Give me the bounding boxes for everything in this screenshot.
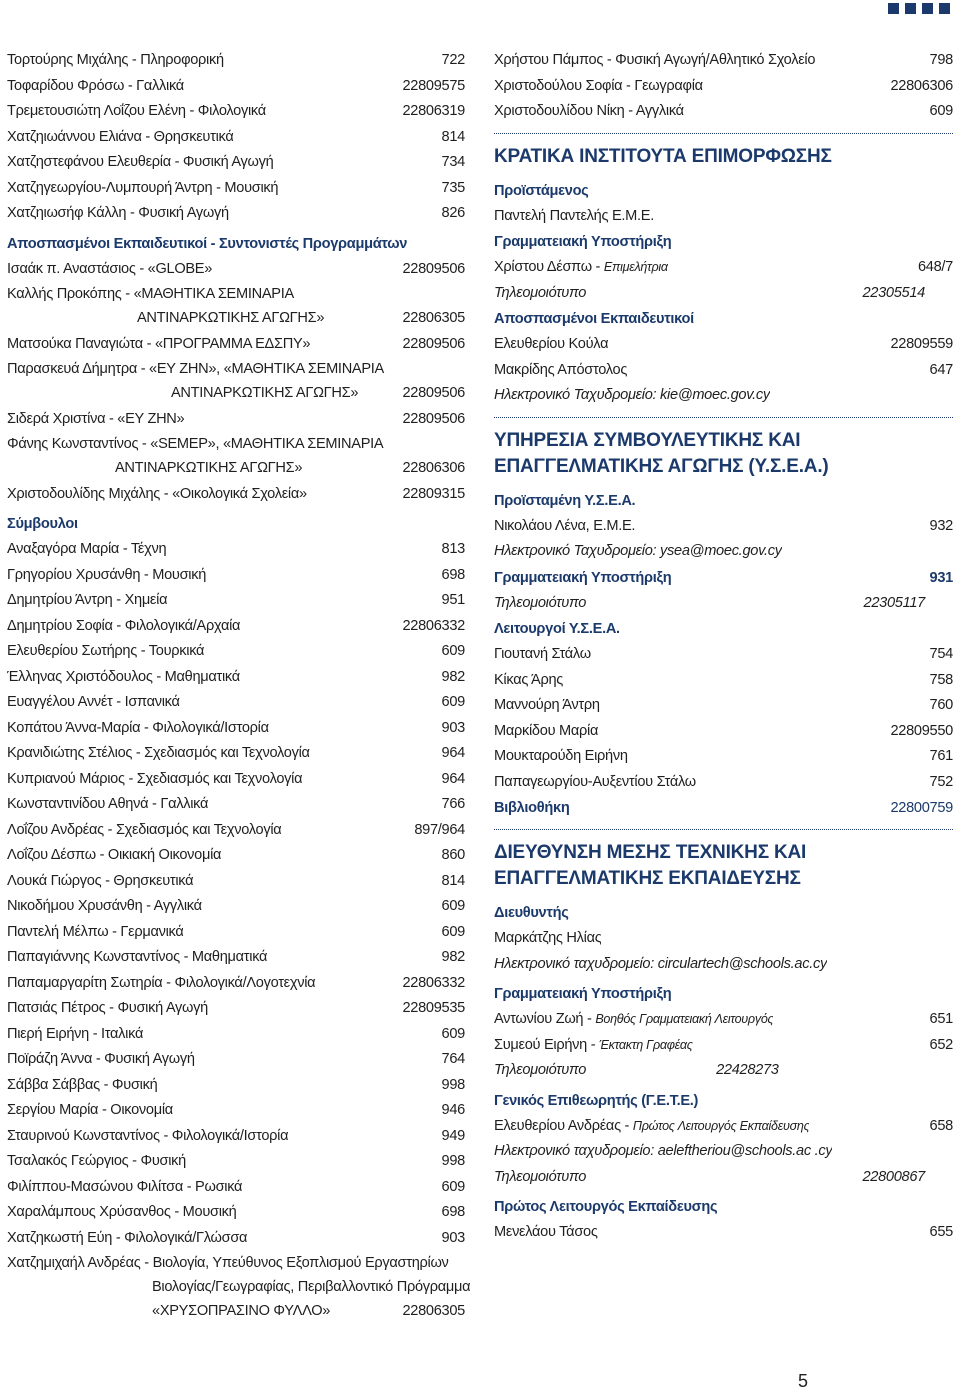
list-item: Μακρίδης Απόστολος 647 — [494, 361, 953, 378]
list-item: Χρίστου Δέσπω - Επιμελήτρια 648/7 — [494, 259, 953, 275]
list-item: Αντωνίου Ζωή - Βοηθός Γραμματειακή Λειτουργός 651 — [494, 1011, 953, 1027]
heading: Γενικός Επιθεωρητής (Γ.Ε.Τ.Ε.) — [494, 1092, 699, 1109]
list-item: Χριστοδουλίδου Νίκη - Αγγλικά 609 — [494, 103, 953, 119]
email-row: Ηλεκτρονικό ταχυδρομείο: circulartech@schools.ac.cy — [494, 955, 827, 972]
heading: Πρώτος Λειτουργός Εκπαίδευσης — [494, 1199, 718, 1215]
list-item: Χριστοδούλου Σοφία - Γεωγραφία 22806306 — [494, 77, 953, 94]
list-item: Τρεμετουσιώτη Λοΐζου Ελένη - Φιλολογικά 22806319 — [7, 103, 465, 119]
list-item: Κίκας Άρης 758 — [494, 671, 953, 688]
list-item: Ευαγγέλου Αννέτ - Ισπανικά 609 — [7, 694, 465, 710]
list-item: Κοπάτου Άννα-Μαρία - Φιλολογικά/Ιστορία 903 — [7, 719, 465, 736]
list-item: Χριστοδουλίδης Μιχάλης - «Οικολογικά Σχολεία» 22809315 — [7, 485, 465, 502]
email-row: Ηλεκτρονικό ταχυδρομείο: aeleftheriou@schools.ac .cy — [494, 1143, 833, 1159]
list-item: Χατζηιωάννου Ελιάνα - Θρησκευτικά 814 — [7, 128, 465, 145]
list-item: Έλληνας Χριστόδουλος - Μαθηματικά 982 — [7, 668, 465, 685]
list-item: Χατζηστεφάνου Ελευθερία - Φυσική Αγωγή 734 — [7, 154, 465, 170]
section-title-dmte: ΔΙΕΥΘΥΝΣΗ ΜΕΣΗΣ ΤΕΧΝΙΚΗΣ ΚΑΙ ΕΠΑΓΓΕΛΜΑΤΙΚΗΣ ΕΚΠΑΙΔΕΥΣΗΣ — [494, 842, 807, 889]
list-item: Παντελή Παντελής Ε.Μ.Ε. — [494, 207, 654, 224]
list-item: Γιουτανή Στάλω 754 — [494, 646, 953, 662]
list-item: Χατζηκωστή Εύη - Φιλολογικά/Γλώσσα 903 — [7, 1229, 465, 1246]
list-item: Δημητρίου Σοφία - Φιλολογικά/Αρχαία 22806332 — [7, 617, 465, 634]
list-item: Κυπριανού Μάριος - Σχεδιασμός και Τεχνολογία 964 — [7, 770, 465, 787]
list-item: Παπαγεωργίου-Αυξεντίου Στάλω 752 — [494, 773, 953, 790]
list-item: Σάββα Σάββας - Φυσική 998 — [7, 1076, 465, 1093]
list-item-line: Βιολογίας/Γεωγραφίας, Περιβαλλοντικό Πρόγραμμα — [152, 1279, 471, 1295]
list-item: Νικοδήμου Χρυσάνθη - Αγγλικά 609 — [7, 898, 465, 914]
list-item: Παντελή Μέλπω - Γερμανικά 609 — [7, 923, 465, 940]
list-item: Ελευθερίου Κούλα 22809559 — [494, 336, 953, 352]
list-item: Παπαμαργαρίτη Σωτηρία - Φιλολογικά/Λογοτεχνία 22806332 — [7, 974, 465, 991]
list-item: Μουκταρούδη Ειρήνη 761 — [494, 748, 953, 764]
square-decoration — [888, 3, 899, 14]
list-item: Νικολάου Λένα, Ε.Μ.Ε. 932 — [494, 517, 953, 534]
heading: Αποσπασμένοι Εκπαιδευτικοί — [494, 311, 694, 327]
list-item: Τορτούρης Μιχάλης - Πληροφορική 722 — [7, 52, 465, 68]
section-title-ysea: ΥΠΗΡΕΣΙΑ ΣΥΜΒΟΥΛΕΥΤΙΚΗΣ ΚΑΙ ΕΠΑΓΓΕΛΜΑΤΙΚΗΣ ΑΓΩΓΗΣ (Υ.Σ.Ε.Α.) — [494, 429, 829, 477]
section-divider — [494, 829, 953, 830]
section-title-kie: ΚΡΑΤΙΚΑ ΙΝΣΤΙΤΟΥΤΑ ΕΠΙΜΟΡΦΩΣΗΣ — [494, 145, 832, 167]
library-row: Βιβλιοθήκη 22800759 — [494, 800, 953, 816]
fax-row: Τηλεομοιότυπο 22800867 — [494, 1168, 925, 1185]
list-item: Λοΐζου Δέσπω - Οικιακή Οικονομία 860 — [7, 847, 465, 863]
list-item: Μαρκίδου Μαρία 22809550 — [494, 722, 953, 739]
list-item: ΑΝΤΙΝΑΡΚΩΤΙΚΗΣ ΑΓΩΓΗΣ» 22806305 — [137, 310, 465, 326]
list-item: Χατζηιωσήφ Κάλλη - Φυσική Αγωγή 826 — [7, 205, 465, 221]
list-item: Μαννούρη Άντρη 760 — [494, 697, 953, 713]
list-item: «ΧΡΥΣΟΠΡΑΣΙΝΟ ΦΥΛΛΟ» 22806305 — [152, 1303, 465, 1319]
heading: Γραμματειακή Υποστήριξη 931 — [494, 569, 953, 586]
list-item: Αναξαγόρα Μαρία - Τέχνη 813 — [7, 541, 465, 557]
email-row: Ηλεκτρονικό Ταχυδρομείο: kie@moec.gov.cy — [494, 387, 770, 403]
list-item: Πιερή Ειρήνη - Ιταλικά 609 — [7, 1025, 465, 1042]
list-item: Ελευθερίου Σωτήρης - Τουρκικά 609 — [7, 643, 465, 659]
list-item: Δημητρίου Άντρη - Χημεία 951 — [7, 592, 465, 608]
left-column — [7, 48, 471, 1325]
list-item: Λοΐζου Ανδρέας - Σχεδιασμός και Τεχνολογία 897/964 — [7, 821, 465, 838]
list-item: Χρήστου Πάμπος - Φυσική Αγωγή/Αθλητικό Σχολείο 798 — [494, 52, 953, 68]
list-item: Κρανιδιώτης Στέλιος - Σχεδιασμός και Τεχνολογία 964 — [7, 745, 465, 761]
email-row: Ηλεκτρονικό Ταχυδρομείο: ysea@moec.gov.cy — [494, 543, 782, 559]
square-decoration — [922, 3, 933, 14]
list-item: Ισαάκ π. Αναστάσιος - «GLOBE» 22809506 — [7, 260, 465, 277]
list-item: Ποϊράζη Άννα - Φυσική Αγωγή 764 — [7, 1051, 465, 1067]
list-item-line: Φάνης Κωνσταντίνος - «SEMEP», «ΜΑΘΗΤΙΚΑ ΣΕΜΙΝΑΡΙΑ — [7, 436, 384, 452]
list-item: Μενελάου Τάσος 655 — [494, 1224, 953, 1240]
header-squares — [888, 3, 950, 14]
list-item: Χαραλάμπους Χρύσανθος - Μουσική 698 — [7, 1204, 465, 1220]
section-divider — [494, 133, 953, 134]
fax-row: Τηλεομοιότυπο 22305514 — [494, 284, 925, 301]
heading: Γραμματειακή Υποστήριξη — [494, 986, 672, 1002]
heading: Διευθυντής — [494, 905, 569, 921]
heading-advisors: Σύμβουλοι — [7, 516, 78, 532]
list-item: Μαρκάτζης Ηλίας — [494, 930, 602, 946]
list-item: Συμεού Ειρήνη - Έκτακτη Γραφέας 652 — [494, 1036, 953, 1053]
fax-row: Τηλεομοιότυπο 22428273 — [494, 1062, 779, 1078]
list-item: Σιδερά Χριστίνα - «ΕΥ ΖΗΝ» 22809506 — [7, 410, 465, 427]
list-item: Φιλίππου-Μασώνου Φιλίτσα - Ρωσικά 609 — [7, 1178, 465, 1195]
list-item: ΑΝΤΙΝΑΡΚΩΤΙΚΗΣ ΑΓΩΓΗΣ» 22809506 — [171, 385, 465, 401]
list-item: Ελευθερίου Ανδρέας - Πρώτος Λειτουργός Εκπαίδευσης 658 — [494, 1117, 953, 1134]
list-item-line: Παρασκευά Δήμητρα - «ΕΥ ΖΗΝ», «ΜΑΘΗΤΙΚΑ ΣΕΜΙΝΑΡΙΑ — [7, 361, 384, 377]
heading: Γραμματειακή Υποστήριξη — [494, 234, 672, 250]
list-item: Πατσιάς Πέτρος - Φυσική Αγωγή 22809535 — [7, 1000, 465, 1016]
list-item: Τοφαρίδου Φρόσω - Γαλλικά 22809575 — [7, 77, 465, 94]
section-divider — [494, 417, 953, 418]
list-item: Λουκά Γιώργος - Θρησκευτικά 814 — [7, 872, 465, 889]
list-item: Παπαγιάννης Κωνσταντίνος - Μαθηματικά 982 — [7, 949, 465, 965]
heading-coordinators: Αποσπασμένοι Εκπαιδευτικοί - Συντονιστές Προγραμμάτων — [7, 235, 408, 252]
list-item-line: Καλλής Προκόπης - «ΜΑΘΗΤΙΚΑ ΣΕΜΙΝΑΡΙΑ — [7, 286, 294, 302]
list-item: Ματσούκα Παναγιώτα - «ΠΡΟΓΡΑΜΜΑ ΕΔΣΠΥ» 22809506 — [7, 335, 465, 352]
list-item: Σταυρινού Κωνσταντίνος - Φιλολογικά/Ιστορία 949 — [7, 1127, 465, 1144]
right-column — [494, 48, 953, 1246]
square-decoration — [905, 3, 916, 14]
list-item-line: Χατζημιχαήλ Ανδρέας - Βιολογία, Υπεύθυνος Εξοπλισμού Εργαστηρίων — [7, 1255, 449, 1271]
square-decoration — [939, 3, 950, 14]
heading: Προϊστάμενος — [494, 182, 589, 199]
list-item: Κωνσταντινίδου Αθηνά - Γαλλικά 766 — [7, 796, 465, 812]
list-item: Τσαλακός Γεώργιος - Φυσική 998 — [7, 1153, 465, 1169]
list-item: Γρηγορίου Χρυσάνθη - Μουσική 698 — [7, 566, 465, 583]
heading: Λειτουργοί Υ.Σ.Ε.Α. — [494, 621, 620, 637]
heading: Προϊσταμένη Υ.Σ.Ε.Α. — [494, 492, 636, 509]
fax-row: Τηλεομοιότυπο 22305117 — [494, 594, 925, 611]
list-item: Σεργίου Μαρία - Οικονομία 946 — [7, 1102, 465, 1118]
page-number: 5 — [798, 1371, 809, 1391]
list-item: ΑΝΤΙΝΑΡΚΩΤΙΚΗΣ ΑΓΩΓΗΣ» 22806306 — [115, 460, 465, 476]
list-item: Χατζηγεωργίου-Λυμπουρή Άντρη - Μουσική 735 — [7, 179, 465, 196]
